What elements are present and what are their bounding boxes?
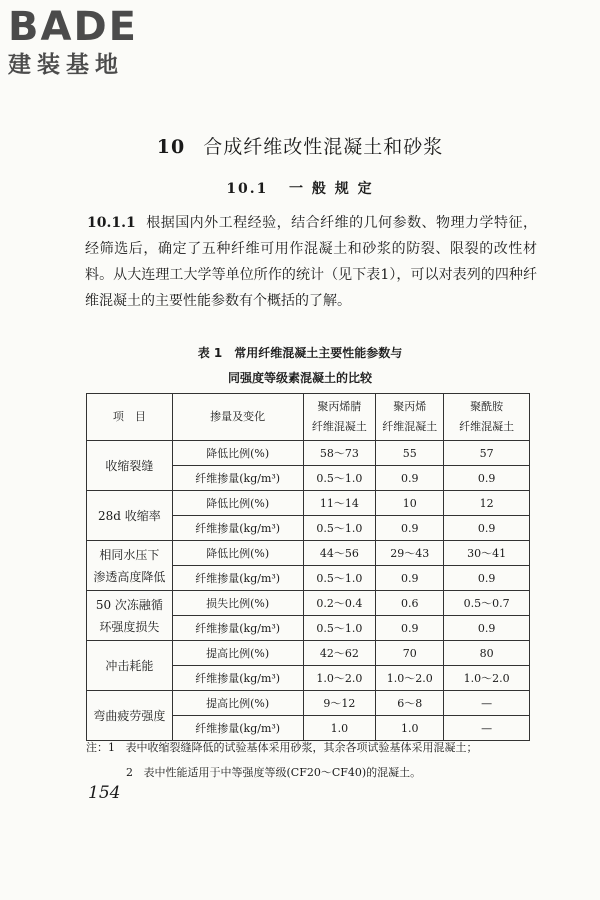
comparison-table [86, 393, 530, 741]
cell-value: 0.9 [444, 566, 530, 591]
cell-value: 55 [376, 441, 444, 466]
clause-paragraph [85, 210, 537, 314]
cell-value: 42～62 [303, 641, 376, 666]
page-number: 154 [88, 783, 121, 803]
cell-param: 纤维掺量(kg/m³) [172, 566, 303, 591]
cell-value: 1.0 [303, 716, 376, 741]
cell-value: 6～8 [376, 691, 444, 716]
header-item: 项 目 [87, 394, 173, 441]
section-number: 10.1 [226, 181, 269, 197]
table-caption-line1: 表 1 常用纤维混凝土主要性能参数与 [197, 346, 403, 360]
cell-value: 29～43 [376, 541, 444, 566]
row-item: 50 次冻融循 环强度损失 [87, 591, 173, 641]
logo-word: BADE [8, 4, 138, 50]
section-title-text: 一 般 规 定 [289, 181, 374, 197]
cell-value: 80 [444, 641, 530, 666]
header-param: 掺量及变化 [172, 394, 303, 441]
logo-subtitle: 建装基地 [8, 52, 124, 78]
cell-value: 1.0～2.0 [303, 666, 376, 691]
cell-param: 纤维掺量(kg/m³) [172, 516, 303, 541]
table-row [87, 541, 530, 566]
row-item: 冲击耗能 [87, 641, 173, 691]
cell-value: 12 [444, 491, 530, 516]
cell-param: 提高比例(%) [172, 641, 303, 666]
cell-value: 1.0 [376, 716, 444, 741]
cell-param: 降低比例(%) [172, 541, 303, 566]
cell-value: 0.9 [376, 566, 444, 591]
cell-value: 0.9 [376, 466, 444, 491]
cell-param: 降低比例(%) [172, 491, 303, 516]
cell-param: 纤维掺量(kg/m³) [172, 666, 303, 691]
clause-text: 根据国内外工程经验，结合纤维的几何参数、物理力学特征，经筛选后，确定了五种纤维可用作混凝土和砂浆的防裂、限裂的改性材料。从大连理工大学等单位所作的统计（见下表1），可以对表列的四种纤维混凝土的主要性能参数有个概括的了解。 [85, 215, 537, 309]
cell-value: 0.6 [376, 591, 444, 616]
cell-param: 纤维掺量(kg/m³) [172, 616, 303, 641]
cell-value: 0.2～0.4 [303, 591, 376, 616]
cell-value: 0.5～0.7 [444, 591, 530, 616]
table-row [87, 441, 530, 466]
cell-value: 44～56 [303, 541, 376, 566]
table-row [87, 491, 530, 516]
cell-value: 0.9 [376, 516, 444, 541]
cell-value: 70 [376, 641, 444, 666]
logo [8, 4, 138, 80]
table-row [87, 691, 530, 716]
note-label: 注： [86, 741, 108, 754]
cell-value: — [444, 691, 530, 716]
cell-value: 0.9 [376, 616, 444, 641]
table-row [87, 641, 530, 666]
cell-value: 9～12 [303, 691, 376, 716]
row-item: 弯曲疲劳强度 [87, 691, 173, 741]
cell-param: 提高比例(%) [172, 691, 303, 716]
cell-value: — [444, 716, 530, 741]
row-item: 相同水压下 渗透高度降低 [87, 541, 173, 591]
header-col2: 聚丙烯 纤维混凝土 [376, 394, 444, 441]
clause-number: 10.1.1 [87, 215, 136, 231]
cell-value: 30～41 [444, 541, 530, 566]
table-row [87, 591, 530, 616]
note-item: 注：1 表中收缩裂缝降低的试验基体采用砂浆，其余各项试验基体采用混凝土； [86, 741, 478, 754]
cell-param: 降低比例(%) [172, 441, 303, 466]
row-item: 收缩裂缝 [87, 441, 173, 491]
chapter-title [0, 132, 600, 159]
section-title [0, 178, 600, 198]
chapter-title-text: 合成纤维改性混凝土和砂浆 [203, 136, 444, 158]
cell-param: 纤维掺量(kg/m³) [172, 716, 303, 741]
chapter-number: 10 [156, 136, 186, 158]
cell-value: 0.5～1.0 [303, 566, 376, 591]
cell-param: 损失比例(%) [172, 591, 303, 616]
cell-value: 1.0～2.0 [376, 666, 444, 691]
cell-param: 纤维掺量(kg/m³) [172, 466, 303, 491]
cell-value: 57 [444, 441, 530, 466]
cell-value: 0.5～1.0 [303, 616, 376, 641]
cell-value: 0.5～1.0 [303, 516, 376, 541]
cell-value: 0.5～1.0 [303, 466, 376, 491]
cell-value: 10 [376, 491, 444, 516]
cell-value: 0.9 [444, 516, 530, 541]
note-item: 2 表中性能适用于中等强度等级(CF20～CF40)的混凝土。 [126, 766, 422, 779]
cell-value: 58～73 [303, 441, 376, 466]
header-col3: 聚酰胺 纤维混凝土 [444, 394, 530, 441]
header-col1: 聚丙烯腈 纤维混凝土 [303, 394, 376, 441]
table-header-row [87, 394, 530, 441]
cell-value: 1.0～2.0 [444, 666, 530, 691]
cell-value: 0.9 [444, 616, 530, 641]
table-notes [86, 735, 556, 785]
row-item: 28d 收缩率 [87, 491, 173, 541]
cell-value: 11～14 [303, 491, 376, 516]
cell-value: 0.9 [444, 466, 530, 491]
table-caption-line2: 同强度等级素混凝土的比较 [227, 371, 372, 385]
